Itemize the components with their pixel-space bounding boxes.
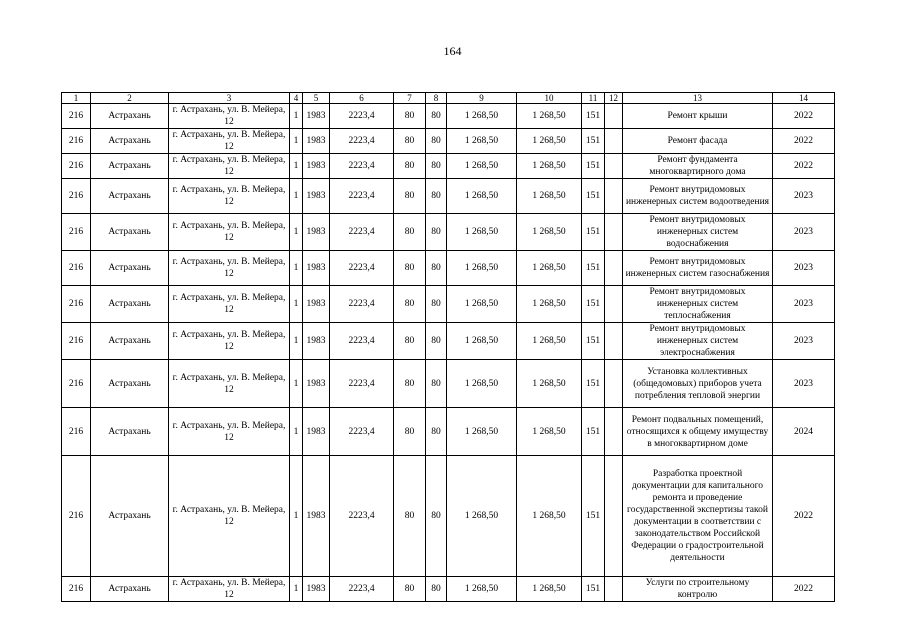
cell-year-built: 1983 xyxy=(303,251,330,286)
cell-work-type: Ремонт подвальных помещений, относящихся к общему имуществу в многоквартирном доме xyxy=(623,408,773,456)
cell-col8: 80 xyxy=(426,129,447,154)
cell-work-type: Ремонт фундамента многоквартирного дома xyxy=(623,154,773,179)
cell-col9: 1 268,50 xyxy=(447,154,517,179)
cell-col4: 1 xyxy=(290,214,303,251)
cell-address: г. Астрахань, ул. В. Мейера, 12 xyxy=(169,360,290,408)
cell-col12 xyxy=(605,179,623,214)
cell-col8: 80 xyxy=(426,286,447,323)
cell-col7: 80 xyxy=(394,577,426,602)
cell-col8: 80 xyxy=(426,214,447,251)
cell-work-type: Ремонт внутридомовых инженерных систем теплоснабжения xyxy=(623,286,773,323)
header-cell: 11 xyxy=(582,93,605,104)
cell-area: 2223,4 xyxy=(330,577,394,602)
header-cell: 4 xyxy=(290,93,303,104)
table-row xyxy=(62,408,835,456)
cell-col10: 1 268,50 xyxy=(517,286,582,323)
cell-col12 xyxy=(605,214,623,251)
cell-area: 2223,4 xyxy=(330,286,394,323)
cell-col9: 1 268,50 xyxy=(447,179,517,214)
cell-col8: 80 xyxy=(426,456,447,577)
cell-year-built: 1983 xyxy=(303,154,330,179)
cell-col9: 1 268,50 xyxy=(447,214,517,251)
cell-col10: 1 268,50 xyxy=(517,179,582,214)
cell-index: 216 xyxy=(62,154,91,179)
cell-city: Астрахань xyxy=(91,408,169,456)
cell-col4: 1 xyxy=(290,251,303,286)
header-cell: 12 xyxy=(605,93,623,104)
cell-area: 2223,4 xyxy=(330,408,394,456)
header-cell: 10 xyxy=(517,93,582,104)
cell-work-type: Ремонт внутридомовых инженерных систем водоснабжения xyxy=(623,214,773,251)
table-row xyxy=(62,323,835,360)
cell-index: 216 xyxy=(62,408,91,456)
cell-city: Астрахань xyxy=(91,286,169,323)
cell-address: г. Астрахань, ул. В. Мейера, 12 xyxy=(169,577,290,602)
cell-year-built: 1983 xyxy=(303,129,330,154)
cell-col4: 1 xyxy=(290,408,303,456)
cell-col9: 1 268,50 xyxy=(447,577,517,602)
cell-col12 xyxy=(605,129,623,154)
cell-area: 2223,4 xyxy=(330,251,394,286)
cell-index: 216 xyxy=(62,129,91,154)
cell-col11: 151 xyxy=(582,104,605,129)
cell-area: 2223,4 xyxy=(330,214,394,251)
cell-col7: 80 xyxy=(394,286,426,323)
cell-year-built: 1983 xyxy=(303,408,330,456)
cell-city: Астрахань xyxy=(91,456,169,577)
cell-city: Астрахань xyxy=(91,129,169,154)
cell-col9: 1 268,50 xyxy=(447,408,517,456)
cell-plan-year: 2022 xyxy=(773,154,835,179)
page-number: 164 xyxy=(443,44,462,58)
cell-city: Астрахань xyxy=(91,323,169,360)
cell-col10: 1 268,50 xyxy=(517,456,582,577)
cell-index: 216 xyxy=(62,286,91,323)
repair-plan-table xyxy=(61,92,835,602)
cell-area: 2223,4 xyxy=(330,360,394,408)
cell-col10: 1 268,50 xyxy=(517,104,582,129)
cell-col4: 1 xyxy=(290,179,303,214)
table-row xyxy=(62,360,835,408)
cell-col7: 80 xyxy=(394,129,426,154)
cell-index: 216 xyxy=(62,360,91,408)
cell-work-type: Разработка проектной документации для капитального ремонта и проведение государственной экспертизы такой документации в соответствии с законодательством Российской Федерации о градостроительной деятельности xyxy=(623,456,773,577)
cell-col10: 1 268,50 xyxy=(517,408,582,456)
cell-area: 2223,4 xyxy=(330,129,394,154)
cell-city: Астрахань xyxy=(91,577,169,602)
cell-col7: 80 xyxy=(394,323,426,360)
header-cell: 8 xyxy=(426,93,447,104)
cell-col7: 80 xyxy=(394,179,426,214)
header-cell: 13 xyxy=(623,93,773,104)
cell-col12 xyxy=(605,360,623,408)
cell-city: Астрахань xyxy=(91,104,169,129)
cell-col7: 80 xyxy=(394,251,426,286)
cell-col7: 80 xyxy=(394,104,426,129)
cell-work-type: Ремонт внутридомовых инженерных систем электроснабжения xyxy=(623,323,773,360)
cell-city: Астрахань xyxy=(91,251,169,286)
cell-year-built: 1983 xyxy=(303,286,330,323)
header-cell: 6 xyxy=(330,93,394,104)
cell-col11: 151 xyxy=(582,408,605,456)
cell-col10: 1 268,50 xyxy=(517,214,582,251)
cell-col4: 1 xyxy=(290,104,303,129)
cell-year-built: 1983 xyxy=(303,456,330,577)
cell-work-type: Ремонт внутридомовых инженерных систем газоснабжения xyxy=(623,251,773,286)
cell-col9: 1 268,50 xyxy=(447,129,517,154)
cell-col12 xyxy=(605,104,623,129)
cell-year-built: 1983 xyxy=(303,214,330,251)
cell-plan-year: 2023 xyxy=(773,286,835,323)
cell-address: г. Астрахань, ул. В. Мейера, 12 xyxy=(169,154,290,179)
cell-year-built: 1983 xyxy=(303,104,330,129)
cell-col9: 1 268,50 xyxy=(447,104,517,129)
cell-col11: 151 xyxy=(582,323,605,360)
cell-col8: 80 xyxy=(426,154,447,179)
cell-col4: 1 xyxy=(290,323,303,360)
cell-col12 xyxy=(605,577,623,602)
cell-col12 xyxy=(605,154,623,179)
cell-plan-year: 2022 xyxy=(773,104,835,129)
cell-col9: 1 268,50 xyxy=(447,251,517,286)
cell-index: 216 xyxy=(62,179,91,214)
cell-year-built: 1983 xyxy=(303,577,330,602)
cell-area: 2223,4 xyxy=(330,179,394,214)
cell-plan-year: 2023 xyxy=(773,360,835,408)
cell-col10: 1 268,50 xyxy=(517,323,582,360)
cell-col4: 1 xyxy=(290,577,303,602)
cell-col8: 80 xyxy=(426,104,447,129)
cell-city: Астрахань xyxy=(91,179,169,214)
table-row xyxy=(62,286,835,323)
cell-col8: 80 xyxy=(426,323,447,360)
header-cell: 14 xyxy=(773,93,835,104)
cell-address: г. Астрахань, ул. В. Мейера, 12 xyxy=(169,456,290,577)
cell-col7: 80 xyxy=(394,214,426,251)
cell-index: 216 xyxy=(62,214,91,251)
header-cell: 9 xyxy=(447,93,517,104)
cell-col12 xyxy=(605,251,623,286)
cell-address: г. Астрахань, ул. В. Мейера, 12 xyxy=(169,214,290,251)
cell-col11: 151 xyxy=(582,154,605,179)
cell-col12 xyxy=(605,286,623,323)
cell-work-type: Ремонт крыши xyxy=(623,104,773,129)
cell-year-built: 1983 xyxy=(303,360,330,408)
table-row xyxy=(62,214,835,251)
header-cell: 7 xyxy=(394,93,426,104)
cell-col12 xyxy=(605,456,623,577)
cell-area: 2223,4 xyxy=(330,104,394,129)
cell-col4: 1 xyxy=(290,286,303,323)
cell-col8: 80 xyxy=(426,360,447,408)
cell-col11: 151 xyxy=(582,179,605,214)
cell-col9: 1 268,50 xyxy=(447,360,517,408)
cell-plan-year: 2023 xyxy=(773,323,835,360)
table-row xyxy=(62,179,835,214)
cell-col11: 151 xyxy=(582,456,605,577)
cell-col7: 80 xyxy=(394,408,426,456)
cell-col8: 80 xyxy=(426,251,447,286)
cell-area: 2223,4 xyxy=(330,456,394,577)
table-row xyxy=(62,104,835,129)
cell-area: 2223,4 xyxy=(330,154,394,179)
cell-col4: 1 xyxy=(290,360,303,408)
cell-col4: 1 xyxy=(290,456,303,577)
header-cell: 5 xyxy=(303,93,330,104)
cell-plan-year: 2023 xyxy=(773,214,835,251)
cell-col11: 151 xyxy=(582,129,605,154)
cell-work-type: Ремонт фасада xyxy=(623,129,773,154)
cell-col7: 80 xyxy=(394,154,426,179)
cell-col11: 151 xyxy=(582,360,605,408)
cell-address: г. Астрахань, ул. В. Мейера, 12 xyxy=(169,286,290,323)
cell-year-built: 1983 xyxy=(303,179,330,214)
cell-col9: 1 268,50 xyxy=(447,323,517,360)
cell-index: 216 xyxy=(62,104,91,129)
cell-index: 216 xyxy=(62,577,91,602)
cell-col8: 80 xyxy=(426,577,447,602)
cell-col10: 1 268,50 xyxy=(517,129,582,154)
cell-col11: 151 xyxy=(582,251,605,286)
cell-col9: 1 268,50 xyxy=(447,456,517,577)
table-row xyxy=(62,456,835,577)
cell-address: г. Астрахань, ул. В. Мейера, 12 xyxy=(169,251,290,286)
cell-work-type: Услуги по строительному контролю xyxy=(623,577,773,602)
cell-col7: 80 xyxy=(394,456,426,577)
cell-city: Астрахань xyxy=(91,214,169,251)
cell-index: 216 xyxy=(62,251,91,286)
cell-col10: 1 268,50 xyxy=(517,360,582,408)
cell-index: 216 xyxy=(62,456,91,577)
cell-col12 xyxy=(605,323,623,360)
cell-col10: 1 268,50 xyxy=(517,251,582,286)
cell-city: Астрахань xyxy=(91,360,169,408)
cell-col8: 80 xyxy=(426,408,447,456)
cell-address: г. Астрахань, ул. В. Мейера, 12 xyxy=(169,323,290,360)
cell-plan-year: 2024 xyxy=(773,408,835,456)
cell-year-built: 1983 xyxy=(303,323,330,360)
cell-col10: 1 268,50 xyxy=(517,577,582,602)
cell-plan-year: 2022 xyxy=(773,456,835,577)
cell-plan-year: 2022 xyxy=(773,129,835,154)
cell-plan-year: 2022 xyxy=(773,577,835,602)
cell-index: 216 xyxy=(62,323,91,360)
cell-address: г. Астрахань, ул. В. Мейера, 12 xyxy=(169,104,290,129)
cell-plan-year: 2023 xyxy=(773,179,835,214)
cell-col12 xyxy=(605,408,623,456)
cell-area: 2223,4 xyxy=(330,323,394,360)
cell-col8: 80 xyxy=(426,179,447,214)
table-row xyxy=(62,251,835,286)
table-row xyxy=(62,129,835,154)
cell-address: г. Астрахань, ул. В. Мейера, 12 xyxy=(169,179,290,214)
cell-plan-year: 2023 xyxy=(773,251,835,286)
cell-col11: 151 xyxy=(582,286,605,323)
cell-work-type: Установка коллективных (общедомовых) приборов учета потребления тепловой энергии xyxy=(623,360,773,408)
cell-col4: 1 xyxy=(290,154,303,179)
cell-col11: 151 xyxy=(582,214,605,251)
cell-address: г. Астрахань, ул. В. Мейера, 12 xyxy=(169,408,290,456)
cell-col10: 1 268,50 xyxy=(517,154,582,179)
header-cell: 1 xyxy=(62,93,91,104)
header-cell: 2 xyxy=(91,93,169,104)
header-cell: 3 xyxy=(169,93,290,104)
cell-address: г. Астрахань, ул. В. Мейера, 12 xyxy=(169,129,290,154)
cell-work-type: Ремонт внутридомовых инженерных систем водоотведения xyxy=(623,179,773,214)
cell-col9: 1 268,50 xyxy=(447,286,517,323)
table-row xyxy=(62,577,835,602)
cell-col7: 80 xyxy=(394,360,426,408)
cell-city: Астрахань xyxy=(91,154,169,179)
cell-col11: 151 xyxy=(582,577,605,602)
column-number-row xyxy=(62,93,835,104)
table-row xyxy=(62,154,835,179)
cell-col4: 1 xyxy=(290,129,303,154)
